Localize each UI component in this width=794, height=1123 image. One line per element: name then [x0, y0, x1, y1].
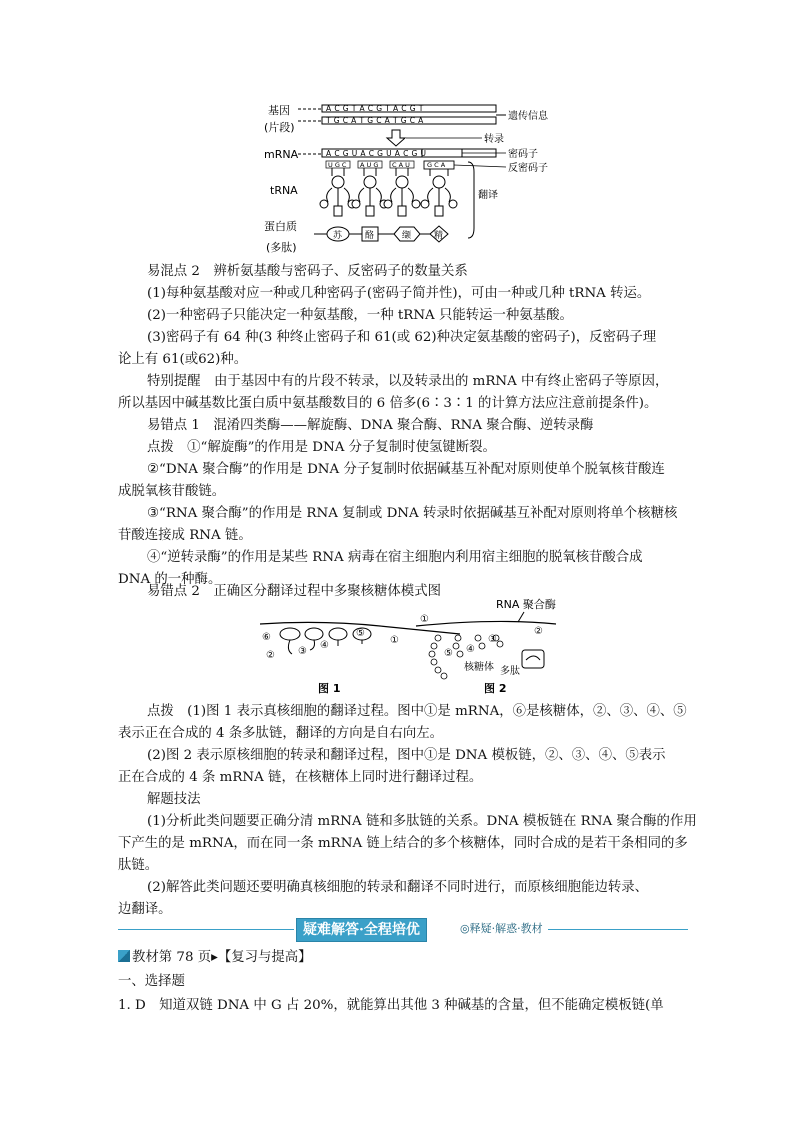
trna-group — [320, 161, 548, 238]
fig2-mark-1: ① — [420, 614, 429, 625]
mrna-strand — [298, 147, 538, 160]
label-gene: 基因 — [268, 104, 290, 117]
figure-1-caption: 图 1 — [318, 682, 341, 695]
fig1-mark-4: ④ — [320, 640, 329, 651]
label-codon: 密码子 — [508, 149, 538, 160]
section2-p2b: 成脱氧核苷酸链。 — [118, 484, 226, 499]
section1-tip-b: 所以基因中碱基数比蛋白质中氨基酸数目的 6 倍多(6∶3∶1 的计算方法应注意前提条件)。 — [118, 396, 658, 411]
method-p1a: (1)分析此类问题要正确分清 mRNA 链和多肽链的关系。DNA 模板链在 RNA 聚合酶的作用 — [147, 814, 697, 829]
dna-top-sequence: A C G T A C G T A C G T — [326, 104, 424, 113]
review-heading: 教材第 78 页▸【复习与提高】 — [132, 950, 312, 965]
figure2-svg — [256, 598, 686, 698]
dna-bottom-sequence: T G C A T G C A T G C A — [326, 116, 424, 125]
banner-subtitle: ◎释疑·解惑·教材 — [456, 921, 547, 937]
method-p2b: 边翻译。 — [118, 902, 172, 917]
fig2-mark-4: ④ — [466, 644, 475, 655]
trna-anticodon-3: C A U — [392, 161, 410, 169]
dna-double-strand — [298, 104, 549, 125]
section3-p1a: 点拨 (1)图 1 表示真核细胞的翻译过程。图中①是 mRNA，⑥是核糖体，②、③、④、⑤ — [147, 704, 687, 719]
section2-p2a: ②“DNA 聚合酶”的作用是 DNA 分子复制时依据碱基互补配对原则使单个脱氧核苷酸连 — [147, 462, 665, 477]
section1-title: 易混点 2 辨析氨基酸与密码子、反密码子的数量关系 — [147, 264, 468, 279]
method-title: 解题技法 — [147, 792, 201, 807]
section3-p2a: (2)图 2 表示原核细胞的转录和翻译过程，图中①是 DNA 模板链，②、③、④、⑤表示 — [147, 748, 666, 763]
section3-p1b: 表示正在合成的 4 条多肽链，翻译的方向是自右向左。 — [118, 726, 444, 741]
section2-p4b: DNA 的一种酶。 — [118, 572, 222, 587]
section1-p2: (2)一种密码子只能决定一种氨基酸，一种 tRNA 只能转运一种氨基酸。 — [147, 308, 573, 323]
figure1-svg — [262, 100, 562, 258]
trna-anticodon-4: G C A — [427, 161, 446, 169]
fig1-mark-6: ⑥ — [262, 632, 271, 643]
review-heading-row — [118, 948, 312, 968]
fig2-mark-2: ② — [534, 626, 543, 637]
method-p1b: 下产生的是 mRNA，而在同一条 mRNA 链上结合的多个核糖体，同时合成的是若干条相同的多 — [118, 836, 688, 851]
section2-p3b: 苷酸连接成 RNA 链。 — [118, 528, 252, 543]
trna-2 — [352, 161, 388, 216]
section1-p3b: 论上有 61(或62)种。 — [118, 352, 248, 367]
section2-p3a: ③“RNA 聚合酶”的作用是 RNA 复制或 DNA 转录时依据碱基互补配对原则将单个核糖核 — [147, 506, 678, 521]
trna-3 — [384, 161, 420, 216]
fig1-mark-5: ⑤ — [356, 628, 365, 639]
fig1-eukaryotic — [260, 622, 460, 695]
fig2-mark-5: ⑤ — [444, 648, 453, 659]
trna-1 — [320, 161, 356, 216]
label-translation: 翻译 — [478, 190, 498, 201]
section1-tip-a: 特别提醒 由于基因中有的片段不转录，以及转录出的 mRNA 中有终止密码子等原因， — [147, 374, 669, 389]
fig2-mark-3: ③ — [488, 634, 497, 645]
review-q1: 1. D 知道双链 DNA 中 G 占 20%，就能算出其他 3 种碱基的含量，但不能确定模板链(单 — [118, 998, 664, 1013]
review-part: 一、选择题 — [118, 974, 185, 989]
section1-p1: (1)每种氨基酸对应一种或几种密码子(密码子简并性)，可由一种或几种 tRNA 转运。 — [147, 286, 651, 301]
label-protein: 蛋白质 — [264, 220, 297, 233]
fig2-rna-polymerase-label: RNA 聚合酶 — [496, 598, 556, 611]
method-p2a: (2)解答此类问题还要明确真核细胞的转录和翻译不同时进行，而原核细胞能边转录、 — [147, 880, 649, 895]
label-mrna: mRNA — [264, 148, 299, 161]
section2-title: 易错点 1 混淆四类酶——解旋酶、DNA 聚合酶、RNA 聚合酶、逆转录酶 — [147, 418, 594, 433]
banner-title: 疑难解答·全程培优 — [296, 918, 427, 942]
fig2-ribosome-label: 核糖体 — [464, 662, 494, 673]
section3-title: 易错点 2 正确区分翻译过程中多聚核糖体模式图 — [147, 584, 441, 599]
fig1-mark-1: ① — [390, 635, 399, 646]
banner-rule-left — [118, 929, 294, 930]
banner-rule-right — [548, 929, 688, 930]
mrna-sequence: A C G U A C G U A C G U — [326, 149, 427, 158]
label-trna: tRNA — [270, 184, 298, 197]
amino-acid-3: 缬 — [402, 231, 412, 241]
transcription-translation-figure — [262, 100, 562, 258]
amino-acid-2: 酪 — [365, 231, 375, 241]
fig2-peptide-label: 多肽 — [500, 666, 520, 677]
fig2-prokaryotic — [416, 598, 556, 695]
label-genetic-info: 遗传信息 — [508, 111, 548, 122]
transcription-arrow — [387, 130, 504, 146]
section3-p2b: 正在合成的 4 条 mRNA 链，在核糖体上同时进行翻译过程。 — [118, 770, 483, 785]
polyribosome-figures — [256, 598, 686, 698]
method-p1c: 肽链。 — [118, 858, 159, 873]
fig1-mark-3: ③ — [298, 646, 307, 657]
amino-acid-1: 苏 — [333, 231, 343, 241]
figure-2-caption: 图 2 — [484, 682, 507, 695]
section-marker-icon — [118, 950, 130, 962]
label-transcription: 转录 — [484, 134, 504, 145]
trna-4 — [421, 161, 457, 216]
label-fragment: (片段) — [264, 121, 295, 134]
trna-anticodon-1: U G C — [328, 161, 347, 169]
section2-p1: 点拨 ①“解旋酶”的作用是 DNA 分子复制时使氢键断裂。 — [147, 440, 496, 455]
amino-acid-4: 精 — [434, 231, 444, 241]
section1-p3a: (3)密码子有 64 种(3 种终止密码子和 61(或 62)种决定氨基酸的密码子)，反密码子理 — [147, 330, 657, 345]
section2-p4a: ④“逆转录酶”的作用是某些 RNA 病毒在宿主细胞内利用宿主细胞的脱氧核苷酸合成 — [147, 550, 643, 565]
section-banner — [118, 918, 688, 942]
polypeptide-chain — [314, 226, 448, 242]
label-anticodon: 反密码子 — [508, 163, 548, 174]
trna-anticodon-2: A U G — [360, 161, 379, 169]
label-polypeptide: (多肽) — [266, 241, 297, 254]
fig1-mark-2: ② — [266, 650, 275, 661]
